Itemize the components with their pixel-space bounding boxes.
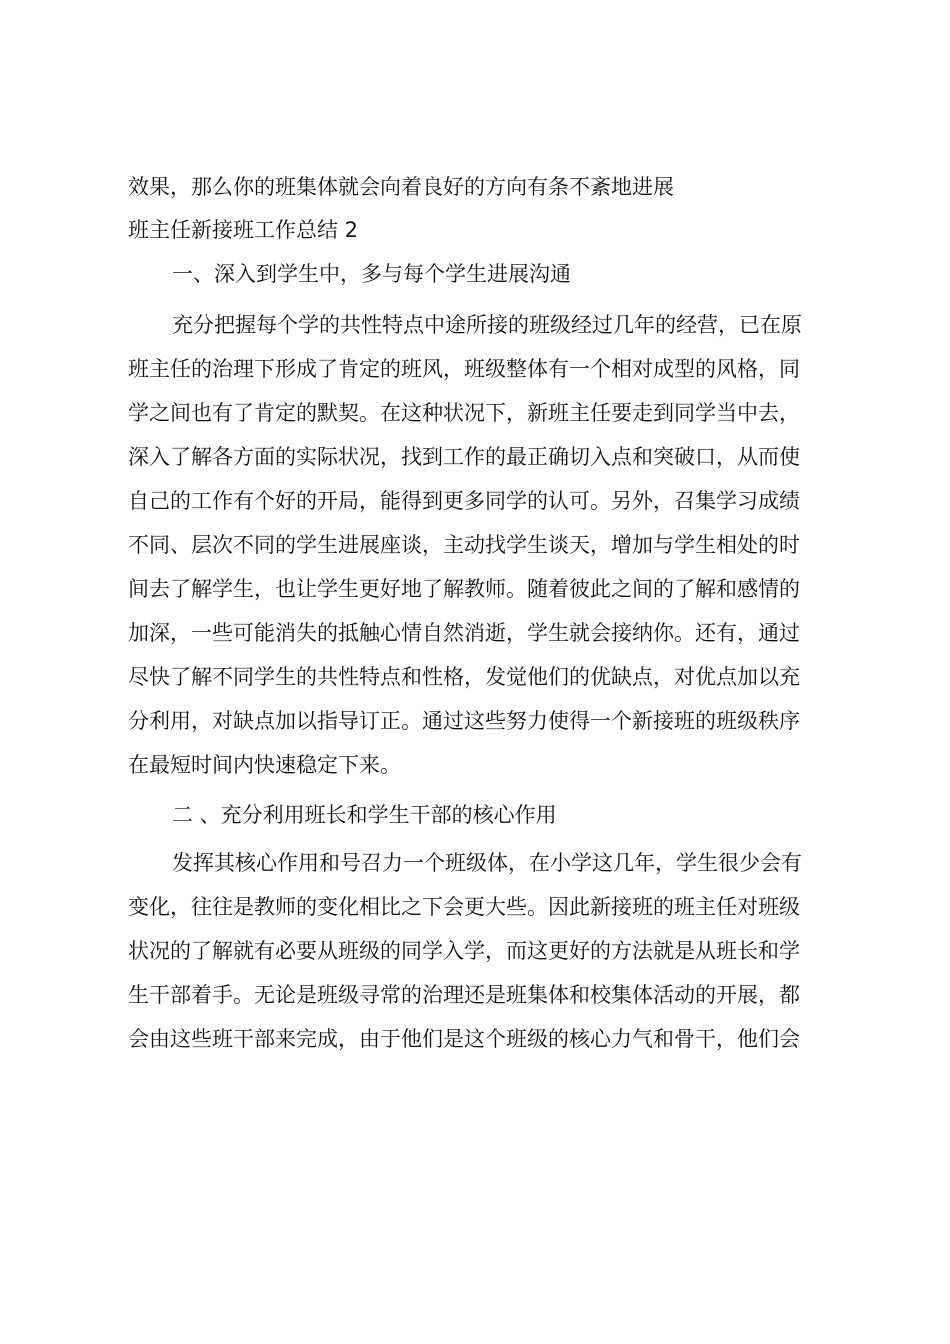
paragraph-continuation-line: 效果，那么你的班集体就会向着良好的方向有条不紊地进展 bbox=[128, 175, 674, 199]
body-line: 在最短时间内快速稳定下来。 bbox=[128, 753, 401, 777]
body-line: 间去了解学生，也让学生更好地了解教师。随着彼此之间的了解和感情的 bbox=[128, 577, 800, 601]
body-line: 发挥其核心作用和号召力一个班级体，在小学这几年，学生很少会有 bbox=[172, 851, 802, 875]
body-line: 会由这些班干部来完成，由于他们是这个班级的核心力气和骨干，他们会 bbox=[128, 1027, 800, 1051]
body-line: 不同、层次不同的学生进展座谈，主动找学生谈天，增加与学生相处的时 bbox=[128, 533, 800, 557]
body-line: 状况的了解就有必要从班级的同学入学，而这更好的方法就是从班长和学 bbox=[128, 939, 800, 963]
body-line: 分利用，对缺点加以指导订正。通过这些努力使得一个新接班的班级秩序 bbox=[128, 709, 800, 733]
heading-two: 二 、充分利用班长和学生干部的核心作用 bbox=[172, 803, 557, 827]
body-line: 深入了解各方面的实际状况，找到工作的最正确切入点和突破口，从而使 bbox=[128, 445, 800, 469]
body-line: 变化，往往是教师的变化相比之下会更大些。因此新接班的班主任对班级 bbox=[128, 895, 800, 919]
body-line: 充分把握每个学的共性特点中途所接的班级经过几年的经营，已在原 bbox=[172, 313, 802, 337]
body-line: 生干部着手。无论是班级寻常的治理还是班集体和校集体活动的开展，都 bbox=[128, 983, 800, 1007]
heading-one: 一、深入到学生中，多与每个学生进展沟通 bbox=[172, 262, 571, 286]
section-title: 班主任新接班工作总结 2 bbox=[128, 218, 359, 242]
body-line: 加深，一些可能消失的抵触心情自然消逝，学生就会接纳你。还有，通过 bbox=[128, 621, 800, 645]
body-line: 自己的工作有个好的开局，能得到更多同学的认可。另外，召集学习成绩 bbox=[128, 489, 800, 513]
body-line: 尽快了解不同学生的共性特点和性格，发觉他们的优缺点，对优点加以充 bbox=[128, 665, 800, 689]
body-line: 学之间也有了肯定的默契。在这种状况下，新班主任要走到同学当中去， bbox=[128, 401, 800, 425]
body-line: 班主任的治理下形成了肯定的班风，班级整体有一个相对成型的风格，同 bbox=[128, 357, 800, 381]
